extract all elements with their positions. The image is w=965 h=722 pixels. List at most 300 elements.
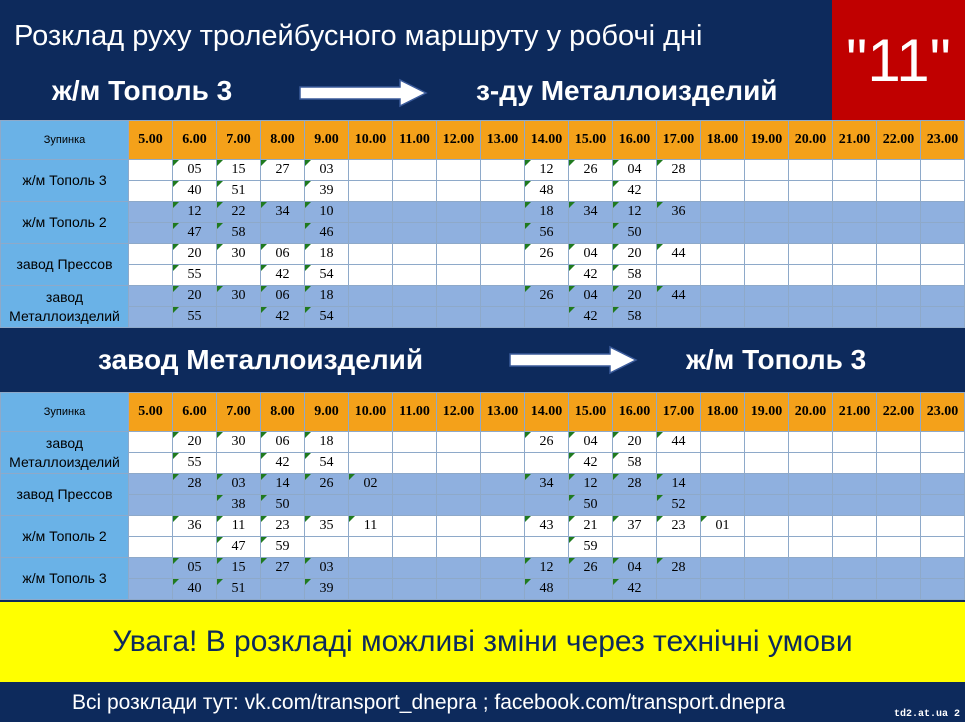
cell-marker-icon bbox=[525, 202, 531, 208]
cell-marker-icon bbox=[261, 244, 267, 250]
minute-cell bbox=[921, 307, 965, 328]
minute-cell bbox=[657, 537, 701, 558]
minute-cell bbox=[481, 160, 525, 181]
minute-cell bbox=[701, 265, 745, 286]
minute-cell: 30 bbox=[217, 432, 261, 453]
direction1-from: ж/м Тополь 3 bbox=[52, 75, 233, 106]
minute-cell bbox=[921, 265, 965, 286]
minute-cell bbox=[437, 495, 481, 516]
minute-cell: 20 bbox=[613, 244, 657, 265]
cell-marker-icon bbox=[525, 474, 531, 480]
minute-cell: 59 bbox=[261, 537, 305, 558]
hour-header: 20.00 bbox=[789, 121, 833, 160]
cell-marker-icon bbox=[217, 181, 223, 187]
hour-header: 6.00 bbox=[173, 121, 217, 160]
minute-cell: 34 bbox=[525, 474, 569, 495]
minute-cell bbox=[921, 181, 965, 202]
direction2-to: ж/м Тополь 3 bbox=[686, 344, 867, 375]
cell-marker-icon bbox=[525, 432, 531, 438]
minute-cell bbox=[525, 453, 569, 474]
minute-cell: 28 bbox=[173, 474, 217, 495]
minute-cell bbox=[437, 265, 481, 286]
minute-cell: 30 bbox=[217, 244, 261, 265]
minute-cell bbox=[921, 516, 965, 537]
hour-header: 6.00 bbox=[173, 393, 217, 432]
cell-marker-icon bbox=[569, 265, 575, 271]
cell-marker-icon bbox=[173, 558, 179, 564]
cell-marker-icon bbox=[217, 202, 223, 208]
minute-cell: 52 bbox=[657, 495, 701, 516]
cell-marker-icon bbox=[261, 265, 267, 271]
cell-marker-icon bbox=[613, 453, 619, 459]
minute-cell: 44 bbox=[657, 432, 701, 453]
cell-marker-icon bbox=[349, 474, 355, 480]
stop-column-header: Зупинка bbox=[1, 121, 129, 160]
cell-marker-icon bbox=[261, 453, 267, 459]
minute-cell: 04 bbox=[613, 558, 657, 579]
minute-cell bbox=[129, 160, 173, 181]
cell-marker-icon bbox=[525, 244, 531, 250]
table-row bbox=[1, 181, 965, 202]
minute-cell bbox=[921, 244, 965, 265]
hour-header: 11.00 bbox=[393, 121, 437, 160]
minute-cell bbox=[701, 223, 745, 244]
minute-cell: 18 bbox=[305, 432, 349, 453]
minute-cell bbox=[789, 286, 833, 307]
minute-cell bbox=[393, 307, 437, 328]
hour-header: 14.00 bbox=[525, 393, 569, 432]
cell-marker-icon bbox=[305, 474, 311, 480]
minute-cell bbox=[789, 495, 833, 516]
minute-cell: 11 bbox=[217, 516, 261, 537]
minute-cell bbox=[833, 558, 877, 579]
minute-cell: 38 bbox=[217, 495, 261, 516]
minute-cell bbox=[393, 181, 437, 202]
cell-marker-icon bbox=[217, 160, 223, 166]
hour-header: 22.00 bbox=[877, 393, 921, 432]
minute-cell bbox=[745, 579, 789, 600]
minute-cell: 18 bbox=[305, 244, 349, 265]
cell-marker-icon bbox=[613, 432, 619, 438]
cell-marker-icon bbox=[305, 181, 311, 187]
minute-cell: 21 bbox=[569, 516, 613, 537]
minute-cell: 48 bbox=[525, 579, 569, 600]
minute-cell bbox=[349, 307, 393, 328]
table-row bbox=[1, 265, 965, 286]
table-row bbox=[1, 286, 965, 307]
cell-marker-icon bbox=[657, 516, 663, 522]
minute-cell: 55 bbox=[173, 453, 217, 474]
minute-cell: 47 bbox=[217, 537, 261, 558]
minute-cell bbox=[745, 244, 789, 265]
stop-name: завод Металлоизделий bbox=[1, 432, 129, 474]
cell-marker-icon bbox=[657, 160, 663, 166]
hour-header: 7.00 bbox=[217, 393, 261, 432]
minute-cell: 40 bbox=[173, 579, 217, 600]
hour-header: 19.00 bbox=[745, 121, 789, 160]
minute-cell bbox=[437, 307, 481, 328]
minute-cell: 44 bbox=[657, 286, 701, 307]
minute-cell bbox=[789, 265, 833, 286]
minute-cell bbox=[921, 474, 965, 495]
minute-cell: 39 bbox=[305, 181, 349, 202]
minute-cell: 05 bbox=[173, 558, 217, 579]
minute-cell bbox=[745, 453, 789, 474]
cell-marker-icon bbox=[305, 307, 311, 313]
minute-cell: 26 bbox=[525, 432, 569, 453]
hour-header: 12.00 bbox=[437, 393, 481, 432]
hour-header: 16.00 bbox=[613, 393, 657, 432]
cell-marker-icon bbox=[261, 202, 267, 208]
minute-cell: 47 bbox=[173, 223, 217, 244]
cell-marker-icon bbox=[349, 516, 355, 522]
minute-cell bbox=[569, 579, 613, 600]
minute-cell: 54 bbox=[305, 307, 349, 328]
minute-cell bbox=[701, 181, 745, 202]
minute-cell: 20 bbox=[613, 432, 657, 453]
minute-cell: 12 bbox=[525, 558, 569, 579]
minute-cell bbox=[877, 286, 921, 307]
minute-cell bbox=[349, 537, 393, 558]
cell-marker-icon bbox=[173, 516, 179, 522]
minute-cell bbox=[349, 244, 393, 265]
minute-cell bbox=[393, 453, 437, 474]
minute-cell bbox=[393, 244, 437, 265]
minute-cell bbox=[789, 474, 833, 495]
minute-cell: 30 bbox=[217, 286, 261, 307]
cell-marker-icon bbox=[173, 244, 179, 250]
minute-cell bbox=[833, 579, 877, 600]
cell-marker-icon bbox=[261, 537, 267, 543]
minute-cell bbox=[877, 579, 921, 600]
cell-marker-icon bbox=[173, 307, 179, 313]
route-number: "11" bbox=[832, 0, 965, 120]
table-row bbox=[1, 244, 965, 265]
minute-cell bbox=[349, 558, 393, 579]
minute-cell bbox=[921, 286, 965, 307]
minute-cell bbox=[701, 474, 745, 495]
minute-cell bbox=[129, 265, 173, 286]
cell-marker-icon bbox=[613, 223, 619, 229]
hour-header: 15.00 bbox=[569, 393, 613, 432]
cell-marker-icon bbox=[657, 474, 663, 480]
hour-header: 5.00 bbox=[129, 393, 173, 432]
minute-cell bbox=[481, 223, 525, 244]
hour-header: 22.00 bbox=[877, 121, 921, 160]
minute-cell bbox=[921, 579, 965, 600]
minute-cell bbox=[745, 202, 789, 223]
minute-cell bbox=[437, 202, 481, 223]
minute-cell bbox=[261, 579, 305, 600]
minute-cell bbox=[481, 286, 525, 307]
minute-cell bbox=[217, 453, 261, 474]
minute-cell bbox=[745, 181, 789, 202]
minute-cell: 42 bbox=[261, 265, 305, 286]
minute-cell bbox=[173, 495, 217, 516]
minute-cell bbox=[877, 181, 921, 202]
hour-header: 18.00 bbox=[701, 393, 745, 432]
minute-cell bbox=[657, 453, 701, 474]
minute-cell bbox=[701, 453, 745, 474]
minute-cell bbox=[349, 160, 393, 181]
minute-cell bbox=[349, 202, 393, 223]
minute-cell bbox=[921, 558, 965, 579]
minute-cell bbox=[393, 223, 437, 244]
minute-cell bbox=[393, 537, 437, 558]
minute-cell bbox=[833, 474, 877, 495]
minute-cell bbox=[877, 537, 921, 558]
cell-marker-icon bbox=[305, 453, 311, 459]
minute-cell bbox=[789, 181, 833, 202]
minute-cell: 06 bbox=[261, 244, 305, 265]
minute-cell bbox=[745, 474, 789, 495]
minute-cell bbox=[129, 432, 173, 453]
minute-cell bbox=[745, 307, 789, 328]
minute-cell bbox=[129, 202, 173, 223]
minute-cell: 20 bbox=[173, 244, 217, 265]
stop-name: завод Металлоизделий bbox=[1, 286, 129, 328]
minute-cell: 20 bbox=[173, 432, 217, 453]
minute-cell bbox=[745, 537, 789, 558]
minute-cell: 27 bbox=[261, 558, 305, 579]
cell-marker-icon bbox=[261, 160, 267, 166]
stop-name: ж/м Тополь 2 bbox=[1, 202, 129, 244]
minute-cell bbox=[701, 307, 745, 328]
minute-cell bbox=[877, 160, 921, 181]
hour-header: 19.00 bbox=[745, 393, 789, 432]
minute-cell bbox=[833, 223, 877, 244]
minute-cell bbox=[657, 265, 701, 286]
minute-cell bbox=[129, 558, 173, 579]
cell-marker-icon bbox=[525, 579, 531, 585]
cell-marker-icon bbox=[261, 286, 267, 292]
cell-marker-icon bbox=[173, 579, 179, 585]
cell-marker-icon bbox=[525, 558, 531, 564]
minute-cell bbox=[393, 286, 437, 307]
hour-header: 5.00 bbox=[129, 121, 173, 160]
cell-marker-icon bbox=[657, 244, 663, 250]
minute-cell: 40 bbox=[173, 181, 217, 202]
cell-marker-icon bbox=[569, 286, 575, 292]
minute-cell bbox=[657, 181, 701, 202]
minute-cell: 12 bbox=[569, 474, 613, 495]
schedule-table-1 bbox=[0, 120, 965, 328]
stop-name: ж/м Тополь 2 bbox=[1, 516, 129, 558]
minute-cell: 26 bbox=[305, 474, 349, 495]
cell-marker-icon bbox=[217, 579, 223, 585]
minute-cell bbox=[921, 202, 965, 223]
cell-marker-icon bbox=[261, 307, 267, 313]
minute-cell: 42 bbox=[569, 453, 613, 474]
cell-marker-icon bbox=[569, 244, 575, 250]
minute-cell: 51 bbox=[217, 181, 261, 202]
minute-cell: 03 bbox=[305, 558, 349, 579]
minute-cell bbox=[877, 265, 921, 286]
minute-cell bbox=[613, 537, 657, 558]
minute-cell bbox=[701, 495, 745, 516]
minute-cell bbox=[481, 474, 525, 495]
table-row bbox=[1, 223, 965, 244]
footer bbox=[0, 682, 965, 722]
minute-cell bbox=[129, 495, 173, 516]
table-row bbox=[1, 537, 965, 558]
minute-cell bbox=[129, 537, 173, 558]
direction2-from: завод Металлоизделий bbox=[98, 344, 424, 375]
cell-marker-icon bbox=[305, 202, 311, 208]
cell-marker-icon bbox=[657, 558, 663, 564]
watermark: td2.at.ua 2 bbox=[893, 709, 960, 720]
title-bar bbox=[0, 0, 832, 120]
cell-marker-icon bbox=[173, 265, 179, 271]
minute-cell: 58 bbox=[613, 265, 657, 286]
minute-cell: 46 bbox=[305, 223, 349, 244]
minute-cell bbox=[481, 579, 525, 600]
minute-cell bbox=[745, 558, 789, 579]
minute-cell bbox=[481, 244, 525, 265]
cell-marker-icon bbox=[525, 286, 531, 292]
minute-cell: 10 bbox=[305, 202, 349, 223]
minute-cell bbox=[217, 265, 261, 286]
minute-cell: 27 bbox=[261, 160, 305, 181]
hour-header: 7.00 bbox=[217, 121, 261, 160]
minute-cell bbox=[877, 202, 921, 223]
minute-cell: 44 bbox=[657, 244, 701, 265]
hour-header: 21.00 bbox=[833, 121, 877, 160]
cell-marker-icon bbox=[305, 244, 311, 250]
minute-cell: 42 bbox=[613, 579, 657, 600]
hour-header: 14.00 bbox=[525, 121, 569, 160]
cell-marker-icon bbox=[305, 516, 311, 522]
minute-cell bbox=[833, 516, 877, 537]
minute-cell bbox=[129, 244, 173, 265]
minute-cell bbox=[745, 516, 789, 537]
cell-marker-icon bbox=[305, 223, 311, 229]
minute-cell: 26 bbox=[569, 558, 613, 579]
cell-marker-icon bbox=[173, 223, 179, 229]
minute-cell: 51 bbox=[217, 579, 261, 600]
minute-cell bbox=[481, 432, 525, 453]
cell-marker-icon bbox=[569, 495, 575, 501]
minute-cell bbox=[745, 286, 789, 307]
minute-cell bbox=[921, 453, 965, 474]
minute-cell: 12 bbox=[525, 160, 569, 181]
hour-header: 16.00 bbox=[613, 121, 657, 160]
minute-cell bbox=[833, 244, 877, 265]
minute-cell bbox=[569, 223, 613, 244]
schedule-table-2 bbox=[0, 392, 965, 600]
minute-cell: 50 bbox=[261, 495, 305, 516]
minute-cell: 28 bbox=[657, 160, 701, 181]
minute-cell: 02 bbox=[349, 474, 393, 495]
minute-cell bbox=[701, 558, 745, 579]
cell-marker-icon bbox=[173, 160, 179, 166]
cell-marker-icon bbox=[657, 202, 663, 208]
cell-marker-icon bbox=[613, 181, 619, 187]
cell-marker-icon bbox=[261, 558, 267, 564]
minute-cell: 34 bbox=[569, 202, 613, 223]
arrow-right-icon bbox=[508, 345, 638, 375]
minute-cell: 55 bbox=[173, 265, 217, 286]
minute-cell bbox=[921, 223, 965, 244]
table-row bbox=[1, 474, 965, 495]
minute-cell: 03 bbox=[217, 474, 261, 495]
direction1-to: з-ду Металлоизделий bbox=[476, 75, 778, 106]
minute-cell bbox=[349, 286, 393, 307]
minute-cell bbox=[129, 474, 173, 495]
minute-cell: 36 bbox=[173, 516, 217, 537]
minute-cell bbox=[525, 307, 569, 328]
stop-name: завод Прессов bbox=[1, 244, 129, 286]
cell-marker-icon bbox=[569, 537, 575, 543]
minute-cell: 35 bbox=[305, 516, 349, 537]
minute-cell bbox=[833, 432, 877, 453]
minute-cell: 04 bbox=[569, 432, 613, 453]
minute-cell bbox=[481, 558, 525, 579]
minute-cell: 50 bbox=[613, 223, 657, 244]
minute-cell bbox=[437, 181, 481, 202]
minute-cell bbox=[745, 495, 789, 516]
cell-marker-icon bbox=[217, 244, 223, 250]
minute-cell bbox=[437, 474, 481, 495]
cell-marker-icon bbox=[173, 286, 179, 292]
cell-marker-icon bbox=[217, 286, 223, 292]
minute-cell bbox=[745, 223, 789, 244]
minute-cell bbox=[437, 537, 481, 558]
minute-cell bbox=[481, 307, 525, 328]
hour-header: 12.00 bbox=[437, 121, 481, 160]
minute-cell: 15 bbox=[217, 160, 261, 181]
cell-marker-icon bbox=[613, 160, 619, 166]
minute-cell: 56 bbox=[525, 223, 569, 244]
hour-header: 8.00 bbox=[261, 121, 305, 160]
cell-marker-icon bbox=[261, 474, 267, 480]
minute-cell bbox=[701, 286, 745, 307]
minute-cell bbox=[393, 202, 437, 223]
cell-marker-icon bbox=[525, 223, 531, 229]
cell-marker-icon bbox=[173, 432, 179, 438]
minute-cell bbox=[525, 537, 569, 558]
cell-marker-icon bbox=[613, 286, 619, 292]
hour-header: 17.00 bbox=[657, 121, 701, 160]
hour-header: 9.00 bbox=[305, 121, 349, 160]
minute-cell: 11 bbox=[349, 516, 393, 537]
minute-cell bbox=[921, 537, 965, 558]
minute-cell bbox=[701, 244, 745, 265]
minute-cell: 43 bbox=[525, 516, 569, 537]
cell-marker-icon bbox=[217, 516, 223, 522]
cell-marker-icon bbox=[261, 516, 267, 522]
hour-header: 18.00 bbox=[701, 121, 745, 160]
minute-cell bbox=[877, 453, 921, 474]
cell-marker-icon bbox=[305, 558, 311, 564]
minute-cell bbox=[921, 160, 965, 181]
minute-cell bbox=[613, 495, 657, 516]
minute-cell: 34 bbox=[261, 202, 305, 223]
minute-cell bbox=[877, 307, 921, 328]
cell-marker-icon bbox=[305, 432, 311, 438]
cell-marker-icon bbox=[525, 181, 531, 187]
minute-cell bbox=[437, 516, 481, 537]
cell-marker-icon bbox=[173, 453, 179, 459]
cell-marker-icon bbox=[305, 286, 311, 292]
minute-cell bbox=[789, 160, 833, 181]
table-row bbox=[1, 202, 965, 223]
minute-cell: 03 bbox=[305, 160, 349, 181]
minute-cell bbox=[789, 432, 833, 453]
cell-marker-icon bbox=[305, 160, 311, 166]
minute-cell bbox=[877, 432, 921, 453]
cell-marker-icon bbox=[613, 579, 619, 585]
